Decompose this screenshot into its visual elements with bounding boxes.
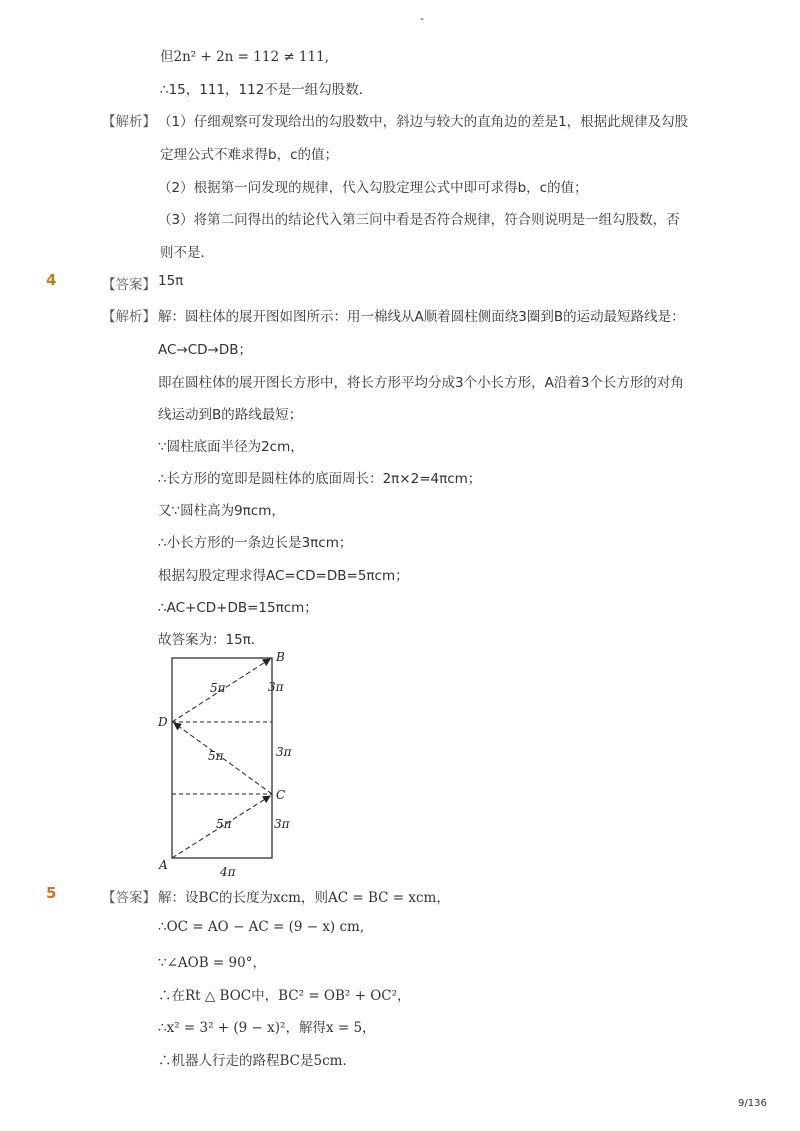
point-a-label: A xyxy=(159,858,168,872)
text-line: 但2n² + 2n = 112 ≠ 111, xyxy=(160,49,329,65)
analysis-line: ∵圆柱底面半径为2cm， xyxy=(158,439,304,455)
segment-label: 5π xyxy=(216,817,232,831)
answer-line: ∴OC = AO − AC = (9 − x) cm, xyxy=(158,919,365,935)
page-number: 9/136 xyxy=(738,1098,767,1109)
point-c-label: C xyxy=(276,788,286,802)
analysis-line: 根据勾股定理求得AC=CD=DB=5πcm； xyxy=(158,568,409,584)
analysis-line: 解：圆柱体的展开图如图所示：用一棉线从A顺着圆柱侧面绕3圈到B的运动最短路线是： xyxy=(158,309,685,325)
cylinder-unrolled-figure xyxy=(150,648,310,880)
analysis-line: 故答案为：15π． xyxy=(158,632,265,648)
analysis-tag: 【解析】 xyxy=(102,309,156,325)
answer-value: 15π xyxy=(158,273,184,289)
answer-line: ∵∠AOB = 90°， xyxy=(158,955,266,971)
answer-line: ∴在Rt △ BOC中，BC² = OB² + OC²， xyxy=(158,988,411,1004)
text-line: 定理公式不难求得b，c的值； xyxy=(160,147,338,163)
text-line: （2）根据第一问发现的规律，代入勾股定理公式中即可求得b，c的值； xyxy=(158,180,588,196)
question-number: 4 xyxy=(46,271,57,289)
text-line: （1）仔细观察可发现给出的勾股数中，斜边与较大的直角边的差是1，根据此规律及勾股 xyxy=(158,114,689,130)
answer-line: 解：设BC的长度为xcm，则AC = BC = xcm， xyxy=(158,890,450,906)
text-line: （3）将第二问得出的结论代入第三问中看是否符合规律，符合则说明是一组勾股数，否 xyxy=(158,212,680,228)
analysis-line: AC→CD→DB； xyxy=(158,342,253,358)
side-label: 3π xyxy=(274,817,290,831)
analysis-line: 即在圆柱体的展开图长方形中，将长方形平均分成3个小长方形，A沿着3个长方形的对角 xyxy=(158,375,684,391)
point-b-label: B xyxy=(276,650,285,664)
answer-tag: 【答案】 xyxy=(102,277,156,293)
answer-tag: 【答案】 xyxy=(102,890,156,906)
bottom-label: 4π xyxy=(220,865,236,879)
segment-label: 5π xyxy=(208,749,224,763)
text-line: ∴15，111，112不是一组勾股数． xyxy=(160,82,373,98)
analysis-line: ∴AC+CD+DB=15πcm； xyxy=(158,600,318,616)
side-label: 3π xyxy=(276,745,292,759)
question-number: 5 xyxy=(46,884,57,902)
answer-line: ∴x² = 3² + (9 − x)²，解得x = 5， xyxy=(158,1020,376,1036)
text-line: 则不是． xyxy=(160,245,214,261)
analysis-tag: 【解析】 xyxy=(102,114,156,130)
analysis-line: 线运动到B的路线最短； xyxy=(158,407,303,423)
analysis-line: ∴小长方形的一条边长是3πcm； xyxy=(158,535,353,551)
answer-line: ∴机器人行走的路程BC是5cm． xyxy=(158,1053,356,1069)
analysis-line: 又∵圆柱高为9πcm， xyxy=(158,503,285,519)
header-mark: - xyxy=(420,12,424,25)
side-label: 3π xyxy=(268,680,284,694)
point-d-label: D xyxy=(158,715,168,729)
segment-label: 5π xyxy=(210,681,226,695)
analysis-line: ∴长方形的宽即是圆柱体的底面周长：2π×2=4πcm； xyxy=(158,471,482,487)
